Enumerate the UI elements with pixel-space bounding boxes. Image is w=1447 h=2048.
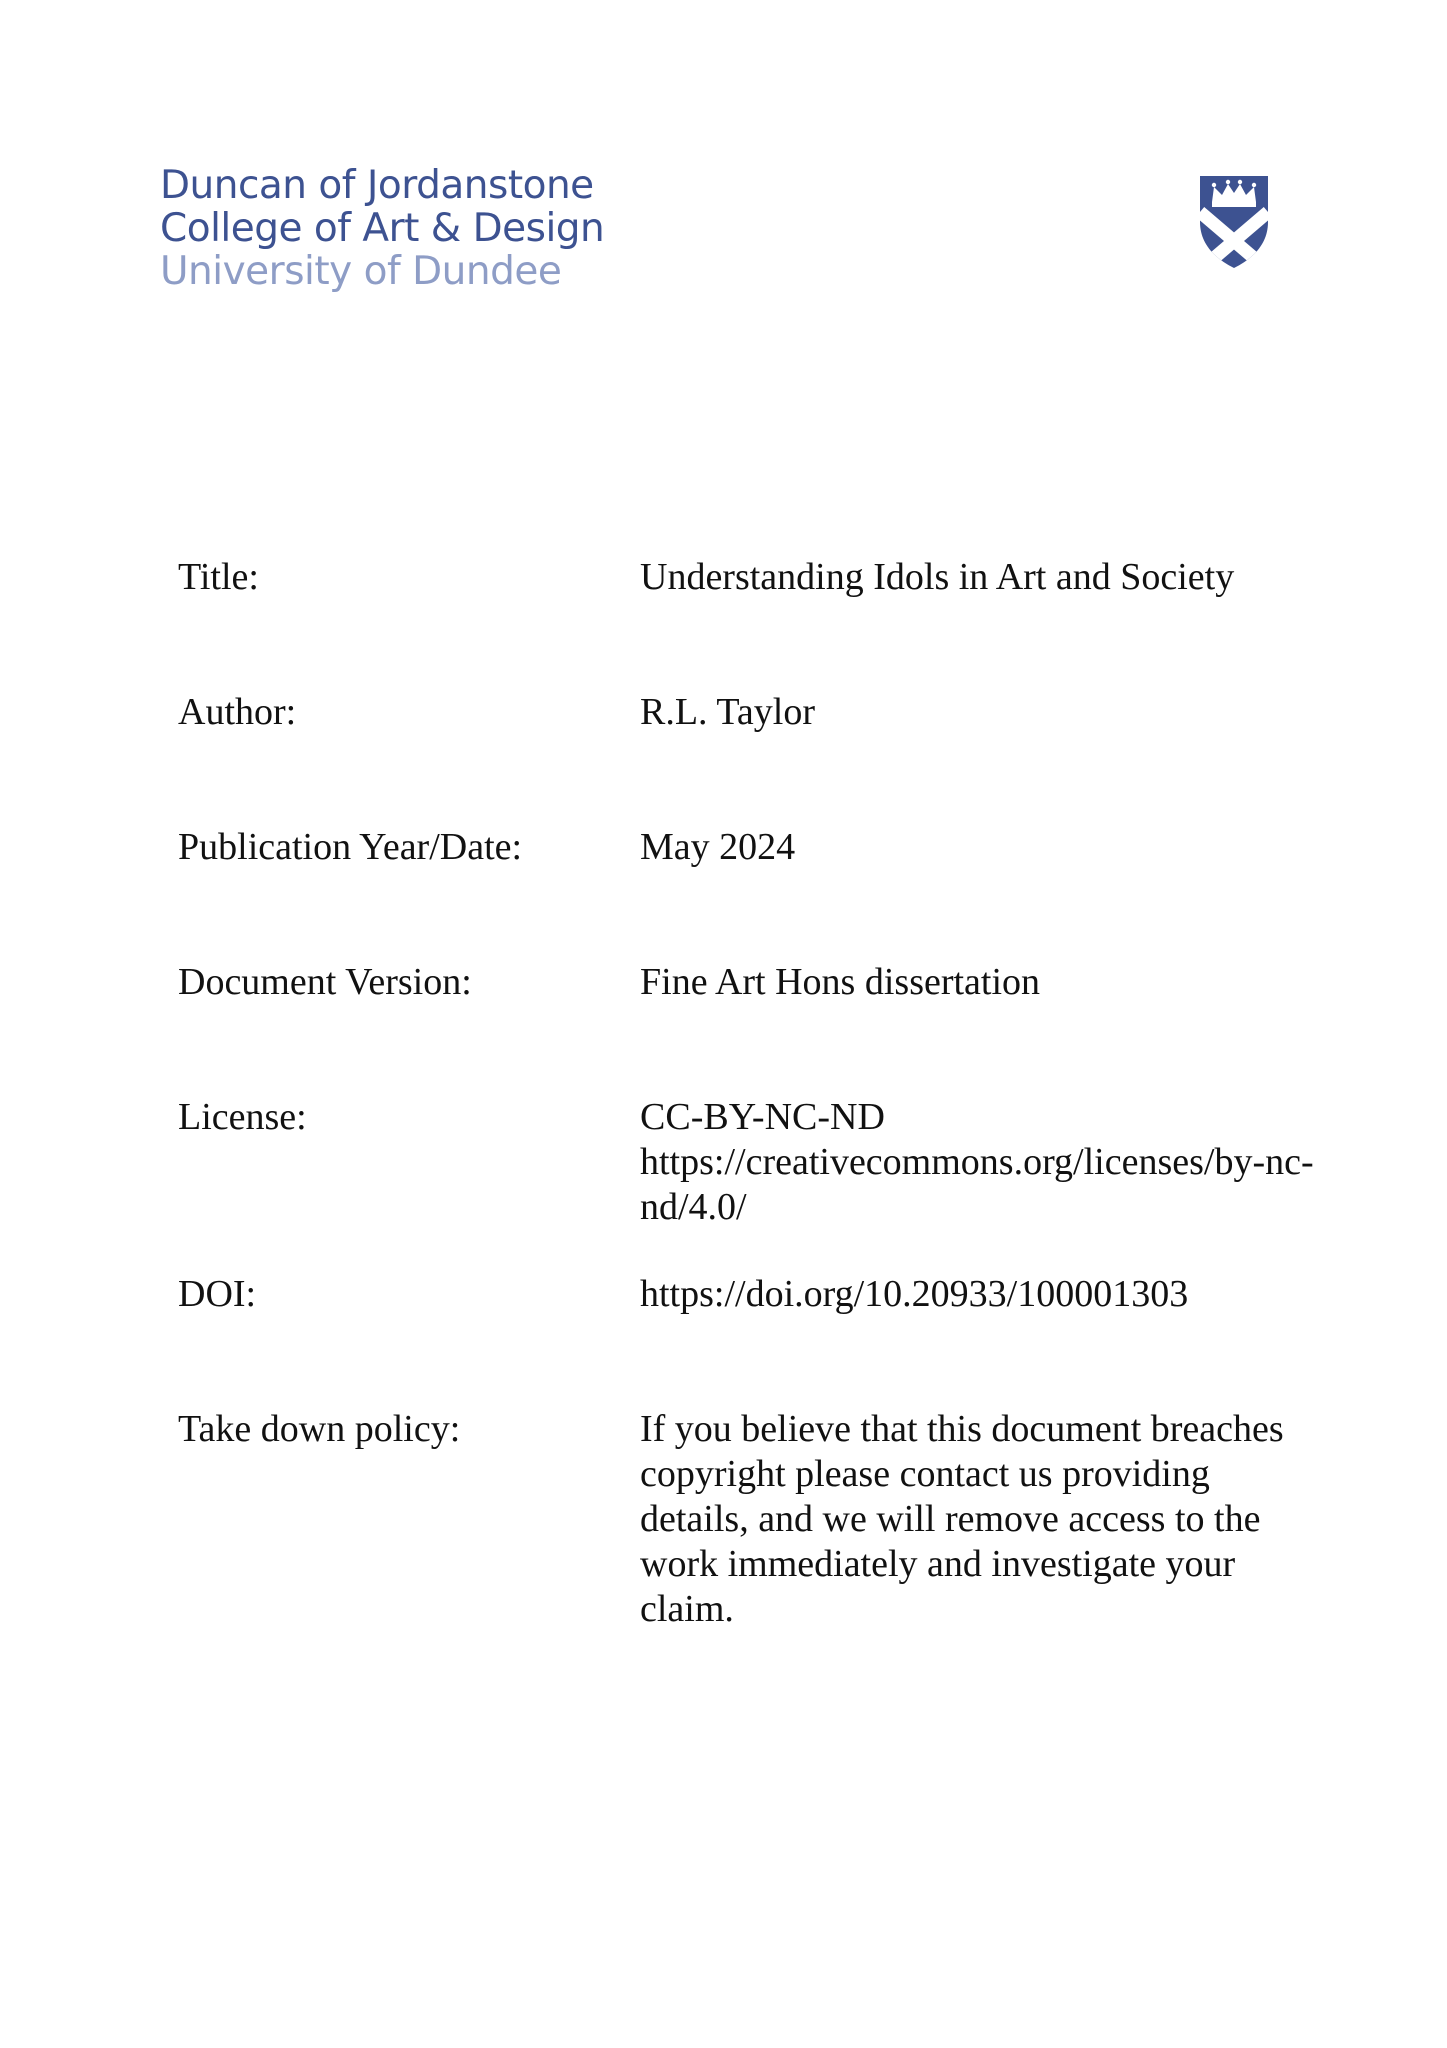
doi-row <box>178 1272 1328 1317</box>
takedown-line-2: copyright please contact us providing <box>640 1453 1210 1495</box>
brand-line-3: University of Dundee <box>160 249 562 294</box>
version-row <box>178 960 1328 1005</box>
version-value: Fine Art Hons dissertation <box>640 961 1041 1003</box>
doi-value: https://doi.org/10.20933/100001303 <box>640 1273 1189 1315</box>
date-value: May 2024 <box>640 826 796 868</box>
license-value <box>640 1095 1328 1230</box>
takedown-line-3: details, and we will remove access to the <box>640 1498 1261 1540</box>
license-code: CC-BY-NC-ND <box>640 1096 885 1138</box>
takedown-row <box>178 1407 1328 1632</box>
license-url-part-2: nd/4.0/ <box>640 1186 747 1228</box>
date-row <box>178 825 1328 870</box>
author-label: Author: <box>178 691 297 733</box>
license-label: License: <box>178 1096 307 1138</box>
title-label: Title: <box>178 556 259 598</box>
author-value: R.L. Taylor <box>640 691 816 733</box>
version-label: Document Version: <box>178 961 472 1003</box>
takedown-line-4: work immediately and investigate your <box>640 1543 1236 1585</box>
doi-label: DOI: <box>178 1273 257 1315</box>
date-label: Publication Year/Date: <box>178 826 523 868</box>
brand-line-2: College of Art & Design <box>160 206 605 251</box>
document-metadata <box>178 555 1328 1722</box>
title-row <box>178 555 1328 600</box>
institution-wordmark <box>160 164 604 293</box>
author-row <box>178 690 1328 735</box>
university-crest-icon <box>1198 172 1270 270</box>
title-value: Understanding Idols in Art and Society <box>640 556 1235 598</box>
takedown-policy-text <box>640 1407 1328 1632</box>
license-row <box>178 1095 1328 1230</box>
takedown-line-1: If you believe that this document breaches <box>640 1408 1284 1450</box>
license-url-part-1: https://creativecommons.org/licenses/by-nc- <box>640 1141 1314 1183</box>
brand-line-1: Duncan of Jordanstone <box>160 163 594 208</box>
takedown-label: Take down policy: <box>178 1408 461 1450</box>
takedown-line-5: claim. <box>640 1588 734 1630</box>
